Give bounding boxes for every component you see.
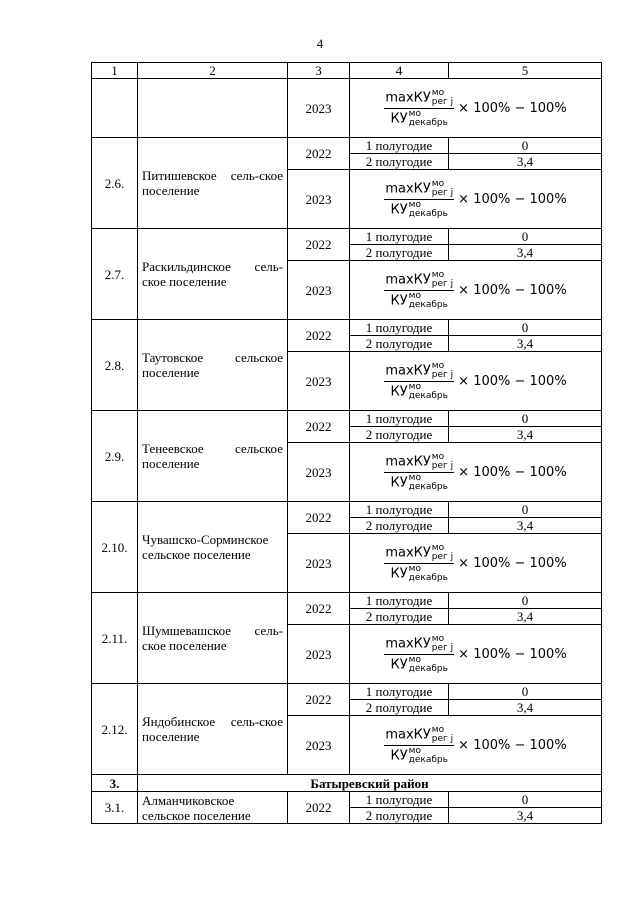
- formula-cell: [350, 79, 602, 138]
- row-number: 2.11.: [92, 593, 138, 684]
- period-label: 1 полугодие: [350, 411, 449, 427]
- tariff-table: [91, 62, 602, 824]
- value-cell: 0: [449, 411, 602, 427]
- formula-tail: × 100% − 100%: [458, 373, 567, 389]
- formula-fraction: [384, 362, 454, 401]
- value-cell: 3,4: [449, 700, 602, 716]
- formula: [384, 271, 566, 310]
- period-label: 1 полугодие: [350, 792, 449, 808]
- row-rows.0-first: [92, 138, 602, 154]
- continued-name-cell: [138, 79, 288, 138]
- row-number: 3.1.: [92, 792, 138, 824]
- formula-fraction: [384, 89, 454, 128]
- value-cell: 0: [449, 684, 602, 700]
- period-label: 1 полугодие: [350, 229, 449, 245]
- formula: [384, 453, 566, 492]
- year-cell: 2022: [288, 792, 350, 824]
- settlement-name: Тенеевское сельское поселение: [138, 411, 288, 502]
- row-number: 2.8.: [92, 320, 138, 411]
- formula: [384, 726, 566, 765]
- formula-denominator: КУ мо декабрь: [390, 381, 448, 401]
- row-number: 2.10.: [92, 502, 138, 593]
- settlement-name: Яндобинское сель-ское поселение: [138, 684, 288, 775]
- formula-numerator: maxКУ мо рег j: [385, 178, 454, 198]
- formula-tail: × 100% − 100%: [458, 282, 567, 298]
- year-cell: 2022: [288, 320, 350, 352]
- formula-denominator: КУ мо декабрь: [390, 654, 448, 674]
- value-cell: 0: [449, 792, 602, 808]
- header-col-1: 1: [92, 63, 138, 79]
- formula-fraction: [384, 271, 454, 310]
- year-cell: 2023: [288, 170, 350, 229]
- formula-numerator: maxКУ мо рег j: [385, 724, 454, 744]
- settlement-name: Чувашско-Сорминское сельское поселение: [138, 502, 288, 593]
- value-cell: 3,4: [449, 609, 602, 625]
- period-label: 2 полугодие: [350, 700, 449, 716]
- row-rows.6-first: [92, 684, 602, 700]
- year-cell: 2022: [288, 229, 350, 261]
- value-cell: 0: [449, 320, 602, 336]
- formula-fraction: [384, 180, 454, 219]
- year-cell: 2023: [288, 534, 350, 593]
- row-rows.5-first: [92, 593, 602, 609]
- year-cell: 2022: [288, 138, 350, 170]
- year-cell: 2022: [288, 684, 350, 716]
- formula-denominator: КУ мо декабрь: [390, 199, 448, 219]
- formula-tail: × 100% − 100%: [458, 737, 567, 753]
- value-cell: 0: [449, 138, 602, 154]
- period-label: 2 полугодие: [350, 245, 449, 261]
- year-cell: 2023: [288, 79, 350, 138]
- year-cell: 2022: [288, 411, 350, 443]
- year-cell: 2023: [288, 261, 350, 320]
- formula-numerator: maxКУ мо рег j: [385, 87, 454, 107]
- year-cell: 2023: [288, 625, 350, 684]
- period-label: 1 полугодие: [350, 593, 449, 609]
- year-cell: 2022: [288, 502, 350, 534]
- continued-row: [92, 79, 602, 138]
- year-cell: 2023: [288, 352, 350, 411]
- formula-numerator: maxКУ мо рег j: [385, 633, 454, 653]
- header-col-2: 2: [138, 63, 288, 79]
- period-label: 1 полугодие: [350, 502, 449, 518]
- formula-cell: [350, 534, 602, 593]
- header-col-4: 4: [350, 63, 449, 79]
- section-number: 3.: [92, 775, 138, 792]
- formula-cell: [350, 352, 602, 411]
- formula-denominator: КУ мо декабрь: [390, 745, 448, 765]
- row-rows.4-first: [92, 502, 602, 518]
- formula-cell: [350, 170, 602, 229]
- year-cell: 2022: [288, 593, 350, 625]
- row-number: 2.7.: [92, 229, 138, 320]
- formula-tail: × 100% − 100%: [458, 464, 567, 480]
- formula-fraction: [384, 453, 454, 492]
- formula-numerator: maxКУ мо рег j: [385, 360, 454, 380]
- period-label: 1 полугодие: [350, 138, 449, 154]
- formula-cell: [350, 625, 602, 684]
- formula: [384, 362, 566, 401]
- formula-fraction: [384, 635, 454, 674]
- row-last_row-first: [92, 792, 602, 808]
- row-number: 2.9.: [92, 411, 138, 502]
- formula: [384, 180, 566, 219]
- page-number: 4: [316, 36, 324, 51]
- value-cell: 3,4: [449, 336, 602, 352]
- formula-denominator: КУ мо декабрь: [390, 472, 448, 492]
- row-number: 2.6.: [92, 138, 138, 229]
- settlement-name: Таутовское сельское поселение: [138, 320, 288, 411]
- year-cell: 2023: [288, 716, 350, 775]
- row-rows.1-first: [92, 229, 602, 245]
- value-cell: 3,4: [449, 154, 602, 170]
- period-label: 1 полугодие: [350, 684, 449, 700]
- formula-cell: [350, 716, 602, 775]
- value-cell: 3,4: [449, 518, 602, 534]
- period-label: 2 полугодие: [350, 609, 449, 625]
- section-title: Батыревский район: [138, 775, 602, 792]
- formula-tail: × 100% − 100%: [458, 191, 567, 207]
- settlement-name: Питишевское сель-ское поселение: [138, 138, 288, 229]
- settlement-name: Алманчиковское сельское поселение: [138, 792, 288, 824]
- period-label: 2 полугодие: [350, 154, 449, 170]
- row-rows.2-first: [92, 320, 602, 336]
- table-body: [92, 63, 602, 824]
- formula-denominator: КУ мо декабрь: [390, 290, 448, 310]
- value-cell: 3,4: [449, 427, 602, 443]
- value-cell: 0: [449, 593, 602, 609]
- period-label: 2 полугодие: [350, 336, 449, 352]
- formula: [384, 89, 566, 128]
- formula-fraction: [384, 726, 454, 765]
- formula-tail: × 100% − 100%: [458, 100, 567, 116]
- formula-cell: [350, 443, 602, 502]
- year-cell: 2023: [288, 443, 350, 502]
- formula: [384, 635, 566, 674]
- continued-num-cell: [92, 79, 138, 138]
- section-row: [92, 775, 602, 792]
- value-cell: 3,4: [449, 808, 602, 824]
- formula-numerator: maxКУ мо рег j: [385, 269, 454, 289]
- settlement-name: Шумшевашское сель-ское поселение: [138, 593, 288, 684]
- formula-tail: × 100% − 100%: [458, 555, 567, 571]
- formula-fraction: [384, 544, 454, 583]
- settlement-name: Раскильдинское сель-ское поселение: [138, 229, 288, 320]
- formula-numerator: maxКУ мо рег j: [385, 542, 454, 562]
- header-col-3: 3: [288, 63, 350, 79]
- header-col-5: 5: [449, 63, 602, 79]
- formula-numerator: maxКУ мо рег j: [385, 451, 454, 471]
- formula-cell: [350, 261, 602, 320]
- value-cell: 0: [449, 229, 602, 245]
- row-number: 2.12.: [92, 684, 138, 775]
- value-cell: 3,4: [449, 245, 602, 261]
- formula-denominator: КУ мо декабрь: [390, 108, 448, 128]
- formula-tail: × 100% − 100%: [458, 646, 567, 662]
- row-rows.3-first: [92, 411, 602, 427]
- period-label: 1 полугодие: [350, 320, 449, 336]
- value-cell: 0: [449, 502, 602, 518]
- period-label: 2 полугодие: [350, 518, 449, 534]
- period-label: 2 полугодие: [350, 427, 449, 443]
- formula: [384, 544, 566, 583]
- formula-denominator: КУ мо декабрь: [390, 563, 448, 583]
- period-label: 2 полугодие: [350, 808, 449, 824]
- header-row: [92, 63, 602, 79]
